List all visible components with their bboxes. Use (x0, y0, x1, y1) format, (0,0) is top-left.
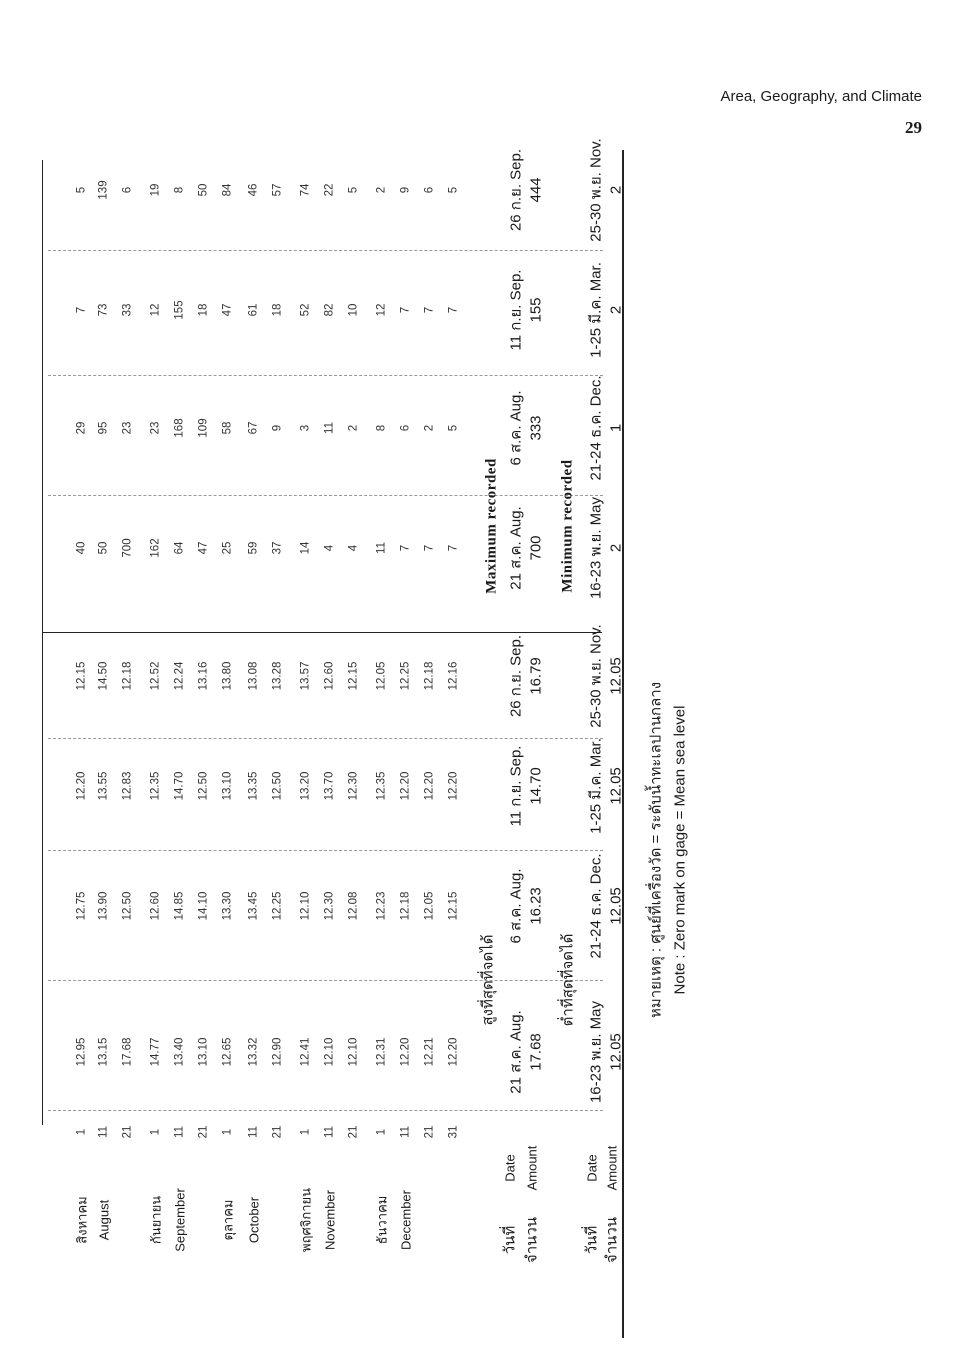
amount-label-en: Amount (524, 1145, 540, 1191)
date-label: 21 (271, 1125, 284, 1139)
date-label: 1 (75, 1128, 88, 1136)
max-amount: 14.70 (527, 767, 545, 805)
max-amount: 444 (527, 177, 545, 203)
table-cell: 155 (173, 300, 186, 320)
table-cell: 29 (75, 421, 88, 435)
min-date: 21-24 ธ.ค. Dec. (587, 853, 605, 959)
table-cell: 12.20 (75, 771, 88, 801)
table-cell: 12.18 (423, 661, 436, 691)
max-date: 26 ก.ย. Sep. (507, 148, 525, 232)
table-cell: 13.10 (197, 1037, 210, 1067)
table-cell: 12.41 (299, 1037, 312, 1067)
min-amount: 1 (607, 423, 625, 433)
table-cell: 12.20 (447, 771, 460, 801)
month-name-en: December (398, 1190, 414, 1250)
table-cell: 13.35 (247, 771, 260, 801)
table-cell: 82 (323, 303, 336, 317)
table-cell: 6 (399, 424, 412, 432)
table-cell: 12.75 (75, 891, 88, 921)
column-separator (48, 980, 603, 981)
table-cell: 12.35 (149, 771, 162, 801)
table-cell: 12.15 (75, 661, 88, 691)
table-cell: 12.10 (299, 891, 312, 921)
max-date: 6 ส.ค. Aug. (507, 390, 525, 466)
table-cell: 12.50 (271, 771, 284, 801)
date-label-en: Date (584, 1154, 600, 1182)
month-name-en: October (246, 1196, 262, 1244)
date-label: 11 (323, 1126, 336, 1138)
table-cell: 139 (97, 180, 110, 200)
date-label: 11 (97, 1126, 110, 1138)
right-rule (622, 150, 624, 1338)
table-cell: 12.20 (399, 1037, 412, 1067)
table-cell: 13.70 (323, 771, 336, 801)
table-cell: 12.65 (221, 1037, 234, 1067)
table-cell: 12.23 (375, 891, 388, 921)
table-cell: 12.30 (323, 891, 336, 921)
table-cell: 67 (247, 421, 260, 435)
table-cell: 11 (375, 542, 388, 554)
table-cell: 50 (197, 183, 210, 197)
table-cell: 12.83 (121, 771, 134, 801)
date-label: 31 (447, 1125, 460, 1139)
table-cell: 12.05 (375, 661, 388, 691)
table-cell: 12 (149, 303, 162, 317)
table-cell: 4 (323, 544, 336, 552)
amount-label-thai: จำนวน (603, 1216, 621, 1264)
date-label: 1 (221, 1128, 234, 1136)
table-cell: 8 (375, 424, 388, 432)
max-stage-heading-thai: สูงที่สุดที่จดได้ (479, 934, 497, 1026)
table-cell: 13.90 (97, 891, 110, 921)
table-cell: 13.40 (173, 1037, 186, 1067)
max-date: 11 ก.ย. Sep. (507, 745, 525, 827)
min-amount: 12.05 (607, 1033, 625, 1071)
table-cell: 4 (347, 544, 360, 552)
table-cell: 8 (173, 186, 186, 194)
max-amount: 16.79 (527, 657, 545, 695)
date-label-thai: วันที่ (501, 1225, 519, 1255)
note-english: Note : Zero mark on gage = Mean sea level (671, 705, 689, 995)
table-cell: 22 (323, 183, 336, 197)
table-cell: 7 (447, 306, 460, 314)
table-cell: 13.08 (247, 661, 260, 691)
table-cell: 2 (423, 424, 436, 432)
table-cell: 13.10 (221, 771, 234, 801)
month-name-en: August (96, 1199, 112, 1241)
table-cell: 168 (173, 418, 186, 438)
max-amount: 155 (527, 297, 545, 323)
table-cell: 12.15 (447, 891, 460, 921)
table-cell: 84 (221, 183, 234, 197)
month-name-en: November (322, 1190, 338, 1250)
table-cell: 17.68 (121, 1037, 134, 1067)
month-name-thai: ตุลาคม (220, 1199, 236, 1241)
min-date: 25-30 พ.ย. Nov. (587, 624, 605, 728)
table-cell: 5 (447, 424, 460, 432)
date-label-en: Date (502, 1154, 518, 1182)
table-cell: 13.45 (247, 891, 260, 921)
table-cell: 12.90 (271, 1037, 284, 1067)
table-cell: 13.30 (221, 891, 234, 921)
column-separator (48, 1110, 603, 1111)
table-cell: 6 (121, 186, 134, 194)
table-cell: 19 (149, 183, 162, 197)
table-cell: 46 (247, 183, 260, 197)
table-cell: 7 (447, 544, 460, 552)
table-cell: 12.60 (323, 661, 336, 691)
min-date: 16-23 พ.ย. May (587, 496, 605, 600)
max-recorded-heading: Maximum recorded (483, 458, 500, 594)
min-stage-heading-thai: ต่ำที่สุดที่จดได้ (559, 933, 577, 1027)
table-cell: 59 (247, 541, 260, 555)
column-separator (48, 738, 603, 739)
table-cell: 12.25 (271, 891, 284, 921)
table-cell: 12.05 (423, 891, 436, 921)
amount-label-en: Amount (604, 1145, 620, 1191)
date-label: 11 (399, 1126, 412, 1138)
table-cell: 12.16 (447, 661, 460, 691)
table-cell: 2 (347, 424, 360, 432)
table-cell: 3 (299, 424, 312, 432)
min-date: 1-25 มี.ค. Mar. (587, 262, 605, 358)
table-cell: 14.70 (173, 771, 186, 801)
table-cell: 12.20 (399, 771, 412, 801)
table-cell: 13.15 (97, 1037, 110, 1067)
table-cell: 13.32 (247, 1037, 260, 1067)
table-cell: 64 (173, 541, 186, 555)
min-amount: 12.05 (607, 887, 625, 925)
month-name-thai: พฤศจิกายน (298, 1188, 314, 1252)
min-date: 21-24 ธ.ค. Dec. (587, 375, 605, 481)
max-date: 21 ส.ค. Aug. (507, 506, 525, 590)
table-cell: 40 (75, 541, 88, 555)
date-label: 11 (173, 1126, 186, 1138)
table-cell: 2 (375, 186, 388, 194)
table-cell: 18 (271, 303, 284, 317)
min-recorded-heading: Minimum recorded (559, 459, 576, 593)
table-cell: 12.18 (121, 661, 134, 691)
page-number: 29 (905, 118, 922, 137)
section-divider (42, 632, 602, 633)
table-cell: 12.20 (423, 771, 436, 801)
table-cell: 18 (197, 303, 210, 317)
table-cell: 12.08 (347, 891, 360, 921)
table-cell: 14.50 (97, 661, 110, 691)
table-cell: 700 (121, 538, 134, 558)
table-cell: 13.16 (197, 661, 210, 691)
table-cell: 13.57 (299, 661, 312, 691)
column-separator (48, 850, 603, 851)
min-date: 1-25 มี.ค. Mar. (587, 738, 605, 834)
table-cell: 23 (121, 421, 134, 435)
table-cell: 95 (97, 421, 110, 435)
table-cell: 23 (149, 421, 162, 435)
max-date: 6 ส.ค. Aug. (507, 868, 525, 944)
date-label: 1 (375, 1128, 388, 1136)
table-cell: 5 (75, 186, 88, 194)
table-cell: 7 (399, 544, 412, 552)
table-cell: 47 (197, 541, 210, 555)
column-separator (48, 250, 603, 251)
table-cell: 11 (323, 422, 336, 434)
table-cell: 9 (271, 424, 284, 432)
table-cell: 37 (271, 541, 284, 555)
date-label: 11 (247, 1126, 260, 1138)
min-amount: 12.05 (607, 767, 625, 805)
table-cell: 12 (375, 303, 388, 317)
column-separator (48, 375, 603, 376)
date-label: 21 (423, 1125, 436, 1139)
max-date: 26 ก.ย. Sep. (507, 634, 525, 718)
min-amount: 12.05 (607, 657, 625, 695)
table-cell: 61 (247, 303, 260, 317)
column-separator (48, 495, 603, 496)
table-cell: 12.24 (173, 661, 186, 691)
min-amount: 2 (607, 543, 625, 553)
table-cell: 7 (423, 306, 436, 314)
table-cell: 10 (347, 303, 360, 317)
table-cell: 6 (423, 186, 436, 194)
table-cell: 12.50 (121, 891, 134, 921)
min-amount: 2 (607, 305, 625, 315)
table-cell: 57 (271, 183, 284, 197)
header-title: Area, Geography, and Climate (720, 88, 922, 105)
table-cell: 7 (423, 544, 436, 552)
table-cell: 5 (447, 186, 460, 194)
amount-label-thai: จำนวน (523, 1216, 541, 1264)
table-cell: 58 (221, 421, 234, 435)
month-name-thai: ธันวาคม (374, 1195, 390, 1245)
table-cell: 12.35 (375, 771, 388, 801)
table-cell: 25 (221, 541, 234, 555)
table-cell: 162 (149, 538, 162, 558)
table-cell: 52 (299, 303, 312, 317)
table-cell: 12.31 (375, 1037, 388, 1067)
table-cell: 12.30 (347, 771, 360, 801)
table-cell: 7 (75, 306, 88, 314)
table-cell: 12.21 (423, 1037, 436, 1067)
table-cell: 33 (121, 303, 134, 317)
max-date: 21 ส.ค. Aug. (507, 1010, 525, 1094)
max-amount: 17.68 (527, 1033, 545, 1071)
date-label: 21 (197, 1125, 210, 1139)
table-cell: 12.20 (447, 1037, 460, 1067)
table-cell: 13.80 (221, 661, 234, 691)
table-cell: 14.10 (197, 891, 210, 921)
table-cell: 14 (299, 541, 312, 555)
table-cell: 12.50 (197, 771, 210, 801)
table-cell: 74 (299, 183, 312, 197)
table-cell: 12.15 (347, 661, 360, 691)
left-rule (42, 160, 43, 1125)
table-cell: 12.18 (399, 891, 412, 921)
table-cell: 109 (197, 418, 210, 438)
date-label: 1 (149, 1128, 162, 1136)
max-amount: 700 (527, 535, 545, 561)
date-label: 21 (121, 1125, 134, 1139)
table-cell: 9 (399, 186, 412, 194)
table-cell: 14.85 (173, 891, 186, 921)
month-name-thai: กันยายน (148, 1195, 164, 1245)
table-cell: 13.20 (299, 771, 312, 801)
table-cell: 5 (347, 186, 360, 194)
table-cell: 12.52 (149, 661, 162, 691)
month-name-thai: สิงหาคม (74, 1196, 90, 1244)
date-label: 1 (299, 1128, 312, 1136)
month-name-en: September (172, 1188, 188, 1252)
table-cell: 12.10 (323, 1037, 336, 1067)
max-date: 11 ก.ย. Sep. (507, 269, 525, 351)
table-cell: 13.55 (97, 771, 110, 801)
min-date: 25-30 พ.ย. Nov. (587, 138, 605, 242)
min-date: 16-23 พ.ย. May (587, 1000, 605, 1104)
max-amount: 333 (527, 415, 545, 441)
table-cell: 13.28 (271, 661, 284, 691)
date-label-thai: วันที่ (583, 1225, 601, 1255)
max-amount: 16.23 (527, 887, 545, 925)
date-label: 21 (347, 1125, 360, 1139)
table-cell: 73 (97, 303, 110, 317)
note-thai: หมายเหตุ : ศูนย์ที่เครื่องวัด = ระดับน้ำทะเลปานกลาง (647, 681, 665, 1019)
table-cell: 12.60 (149, 891, 162, 921)
table-cell: 12.25 (399, 661, 412, 691)
table-cell: 12.95 (75, 1037, 88, 1067)
min-amount: 2 (607, 185, 625, 195)
table-cell: 14.77 (149, 1037, 162, 1067)
table-cell: 12.10 (347, 1037, 360, 1067)
table-cell: 47 (221, 303, 234, 317)
table-cell: 7 (399, 306, 412, 314)
table-cell: 50 (97, 541, 110, 555)
